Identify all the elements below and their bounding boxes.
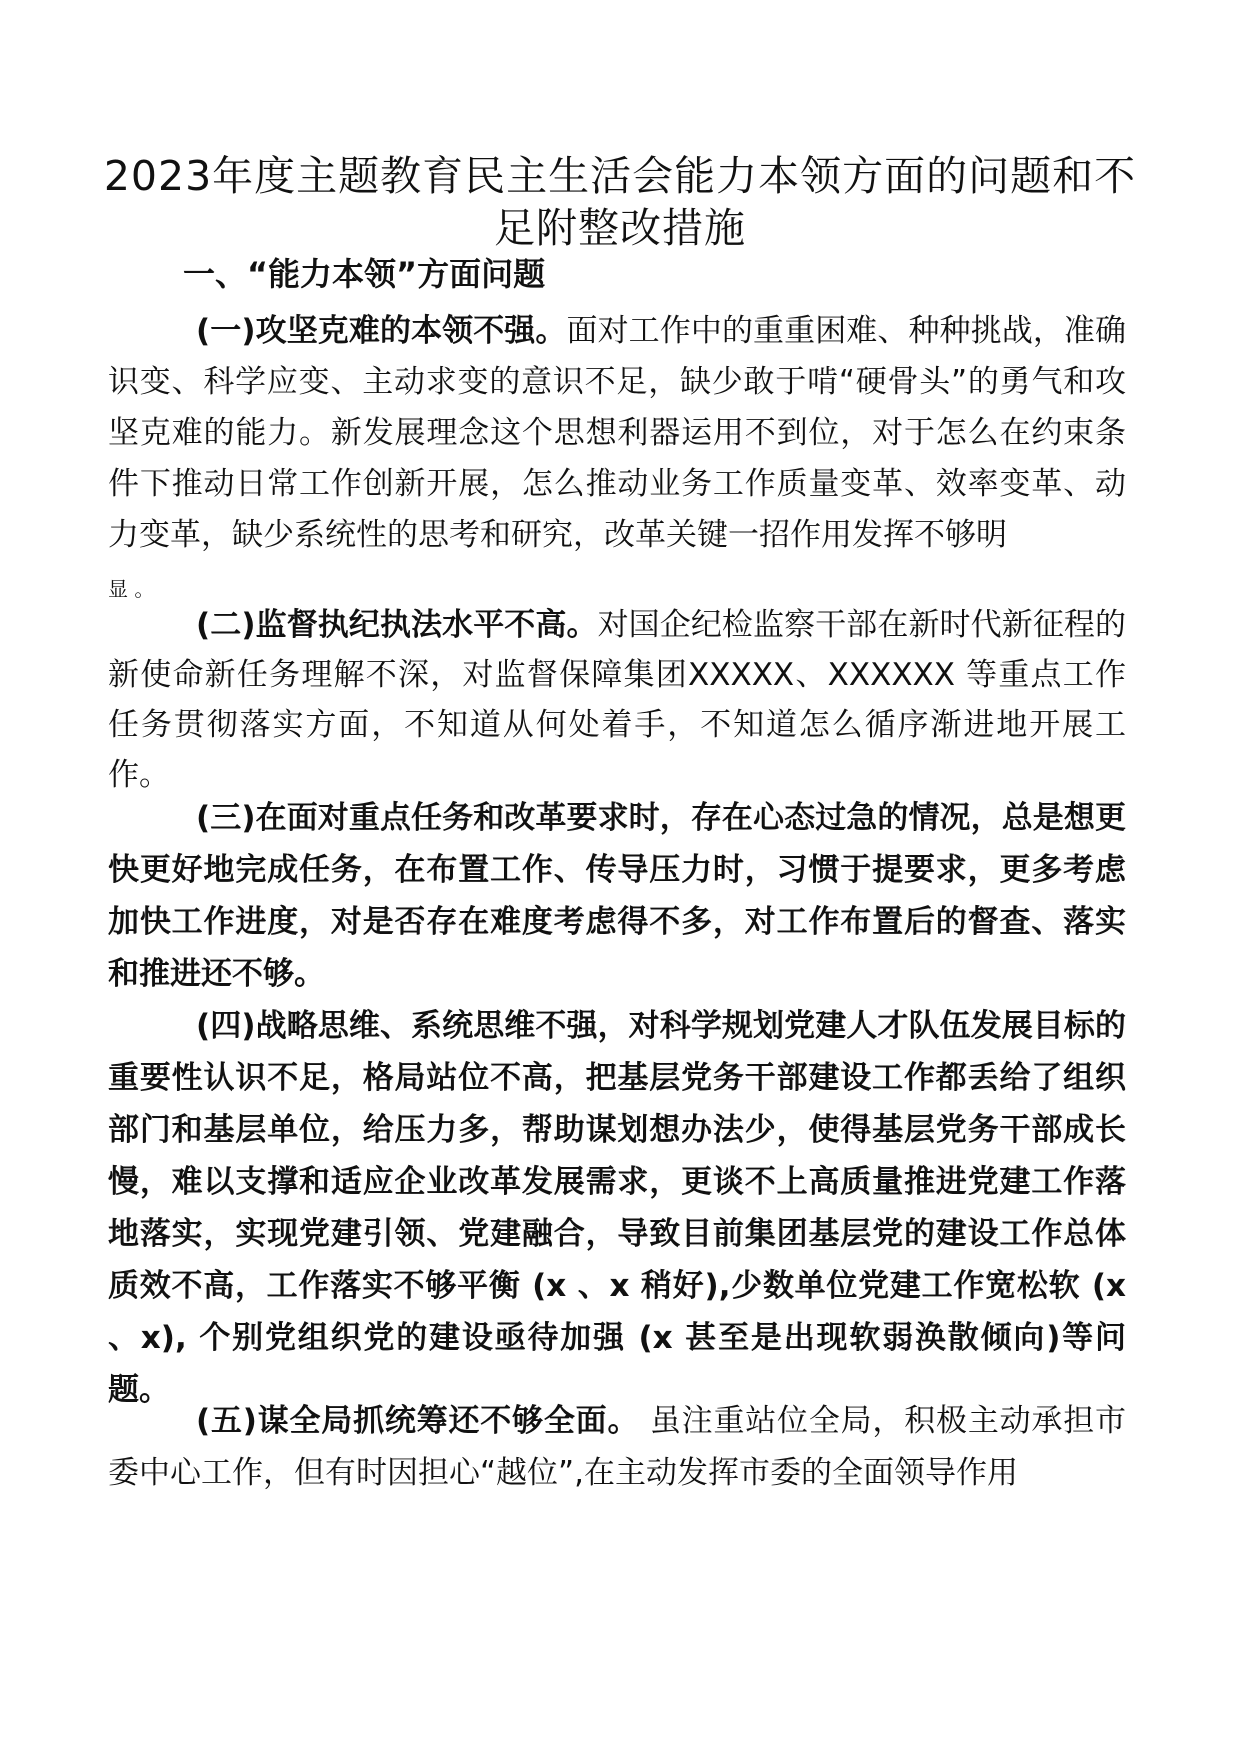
paragraph-1-lead: (一)攻坚克难的本领不强。	[196, 313, 567, 349]
paragraph-5-lead: (五)谋全局抓统筹还不够全面。	[196, 1403, 640, 1439]
paragraph-1-body: 面对工作中的重重困难、种种挑战，准确识变、科学应变、主动求变的意识不足，缺少敢于啃“硬骨头”的勇气和攻坚克难的能力。新发展理念这个思想利器运用不到位，对于怎么在约束条件下推动日常工作创新开展，怎么推动业务工作质量变革、效率变革、动力变革，缺少系统性的思考和研究，改革关键一招作用发挥不够明	[108, 313, 1127, 553]
paragraph-5	[108, 1395, 1126, 1499]
paragraph-2-body: 对国企纪检监察干部在新时代新征程的新使命新任务理解不深，对监督保障集团XXXXX、XXXXXX 等重点工作任务贯彻落实方面，不知道从何处着手，不知道怎么循序渐进地开展工作。	[108, 607, 1126, 793]
paragraph-3: (三)在面对重点任务和改革要求时，存在心态过急的情况，总是想更快更好地完成任务，在布置工作、传导压力时，习惯于提要求，更多考虑加快工作进度，对是否存在难度考虑得不多，对工作布置后的督查、落实和推进还不够。	[108, 800, 1126, 992]
paragraph-1-tail: 显 。	[108, 577, 155, 601]
paragraph-5-body: 虽注重站位全局，积极主动承担市委中心工作，但有时因担心“越位”,在主动发挥市委的全面领导作用	[108, 1403, 1126, 1491]
section-heading: 一、“能力本领”方面问题	[183, 255, 546, 293]
paragraph-2	[108, 600, 1126, 800]
paragraph-1	[108, 306, 1126, 615]
paragraph-2-lead: (二)监督执纪执法水平不高。	[196, 607, 598, 643]
paragraph-4: (四)战略思维、系统思维不强，对科学规划党建人才队伍发展目标的重要性认识不足，格局站位不高，把基层党务干部建设工作都丢给了组织部门和基层单位，给压力多，帮助谋划想办法少，使得基层党务干部成长慢，难以支撑和适应企业改革发展需求，更谈不上高质量推进党建工作落地落实，实现党建引领、党建融合，导致目前集团基层党的建设工作总体质效不高，工作落实不够平衡 (x 、x 稍好),少数单位党建工作宽松软 (x 、x), 个别党组织党的建设亟待加强 (x 甚至是出现软弱涣散倾向)等问题。	[108, 1008, 1126, 1408]
document-title: 2023年度主题教育民主生活会能力本领方面的问题和不足附整改措施	[103, 152, 1137, 252]
